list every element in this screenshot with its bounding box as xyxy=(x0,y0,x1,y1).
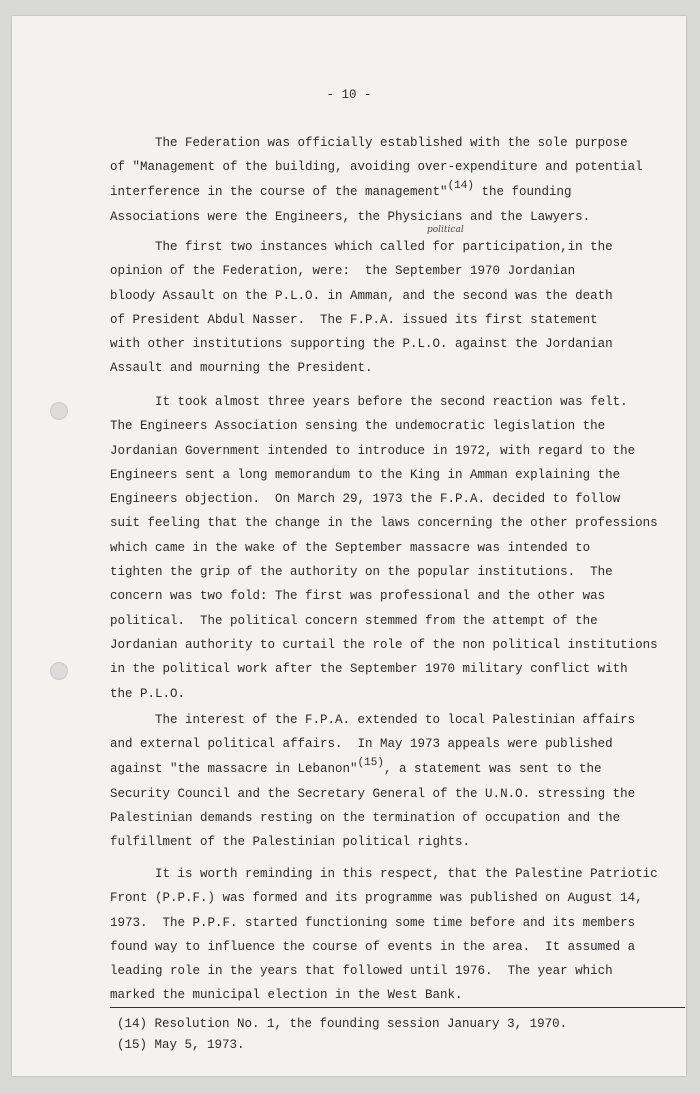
text-line: and external political affairs. In May 1973 appeals were published xyxy=(110,737,613,752)
punch-hole-bottom xyxy=(50,662,68,680)
footnote-divider xyxy=(110,1007,685,1008)
punch-hole-top xyxy=(50,402,68,420)
text-line: marked the municipal election in the West Bank. xyxy=(110,988,463,1003)
text-line: Assault and mourning the President. xyxy=(110,361,373,376)
text-fragment: , a statement was sent to the xyxy=(383,761,602,776)
text-line: Jordanian Government intended to introduce in 1972, with regard to the xyxy=(110,443,636,458)
text-line: The interest of the F.P.A. extended to local Palestinian affairs xyxy=(110,713,636,727)
document-page xyxy=(12,16,686,1076)
text-line: The Engineers Association sensing the undemocratic legislation the xyxy=(110,419,606,434)
text-fragment: the founding xyxy=(473,184,572,199)
text-line: It took almost three years before the second reaction was felt. xyxy=(110,395,628,409)
text-line: The Federation was officially established with the sole purpose xyxy=(110,136,628,150)
paragraph-1 xyxy=(110,131,650,229)
paragraph-5 xyxy=(110,862,658,1008)
text-line: which came in the wake of the September massacre was intended to xyxy=(110,540,591,555)
text-line: Palestinian demands resting on the termination of occupation and the xyxy=(110,811,621,826)
text-fragment: interference in the course of the management" xyxy=(110,184,448,199)
text-line xyxy=(110,757,650,782)
text-line: with other institutions supporting the P.L.O. against the Jordanian xyxy=(110,337,613,352)
text-line: found way to influence the course of events in the area. It assumed a xyxy=(110,939,636,954)
text-line: concern was two fold: The first was professional and the other was xyxy=(110,589,606,604)
text-line: 1973. The P.P.F. started functioning some time before and its members xyxy=(110,915,636,930)
text-line: The first two instances which called for participation,in the xyxy=(110,240,613,254)
text-line: of President Abdul Nasser. The F.P.A. issued its first statement xyxy=(110,312,598,327)
text-line: political. The political concern stemmed from the attempt of the xyxy=(110,613,598,628)
paragraph-3 xyxy=(110,390,658,706)
text-line: Jordanian authority to curtail the role of the non political institutions xyxy=(110,637,658,652)
text-line: Engineers objection. On March 29, 1973 the F.P.A. decided to follow xyxy=(110,492,621,507)
footnote-15: (15) May 5, 1973. xyxy=(117,1038,245,1052)
text-line: the P.L.O. xyxy=(110,686,186,701)
page-number: - 10 - xyxy=(326,88,372,102)
footnote-ref-15: (15) xyxy=(357,756,384,769)
text-line: leading role in the years that followed until 1976. The year which xyxy=(110,964,613,979)
text-line: Engineers sent a long memorandum to the King in Amman explaining the xyxy=(110,467,621,482)
paragraph-2 xyxy=(110,235,650,381)
text-line: suit feeling that the change in the laws concerning the other professions xyxy=(110,516,658,531)
text-line: of "Management of the building, avoiding over-expenditure and potential xyxy=(110,160,643,175)
text-fragment: against "the massacre in Lebanon" xyxy=(110,761,358,776)
text-line: opinion of the Federation, were: the September 1970 Jordanian xyxy=(110,264,576,279)
paragraph-4 xyxy=(110,708,650,855)
text-line: in the political work after the September 1970 military conflict with xyxy=(110,662,628,677)
text-line: bloody Assault on the P.L.O. in Amman, and the second was the death xyxy=(110,288,613,303)
text-line: It is worth reminding in this respect, that the Palestine Patriotic xyxy=(110,867,658,881)
text-line: tighten the grip of the authority on the popular institutions. The xyxy=(110,565,613,580)
text-line: fulfillment of the Palestinian political rights. xyxy=(110,835,471,850)
footnote-14: (14) Resolution No. 1, the founding session January 3, 1970. xyxy=(117,1017,568,1031)
text-line: Security Council and the Secretary General of the U.N.O. stressing the xyxy=(110,786,636,801)
text-line: Associations were the Engineers, the Physicians and the Lawyers. xyxy=(110,209,591,224)
footnotes xyxy=(117,1014,637,1056)
text-line xyxy=(110,180,650,205)
footnote-ref-14: (14) xyxy=(447,179,474,192)
handwritten-insert: political xyxy=(427,225,464,235)
text-line: Front (P.P.F.) was formed and its programme was published on August 14, xyxy=(110,891,643,906)
